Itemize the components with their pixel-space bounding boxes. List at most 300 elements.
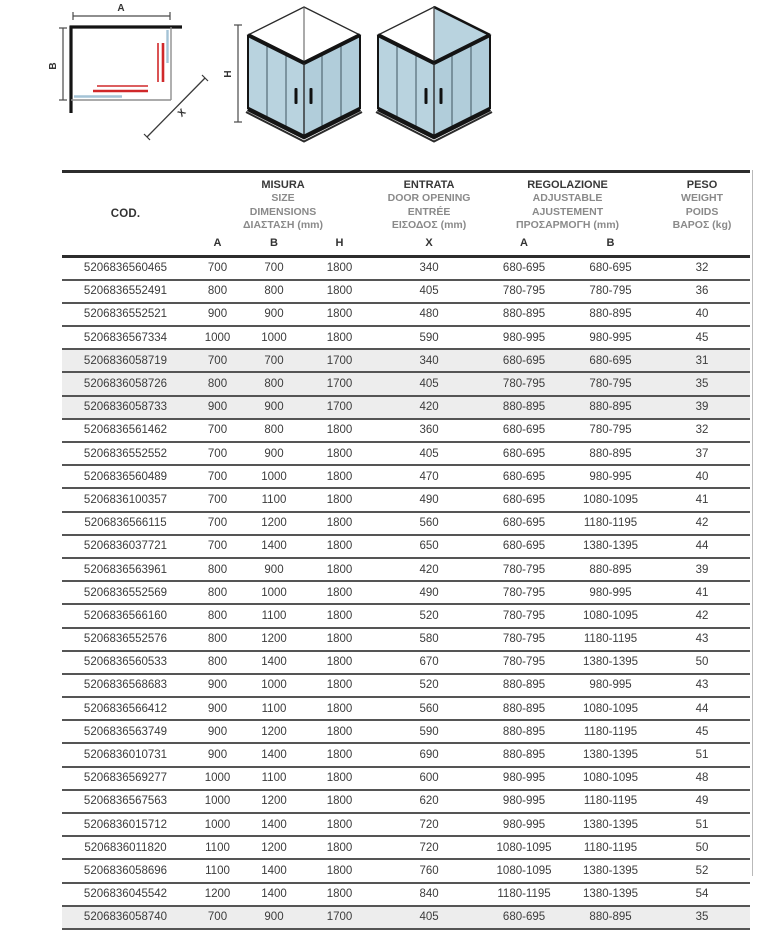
cell-entrata_x: 420 bbox=[419, 401, 439, 414]
table-row bbox=[62, 790, 750, 813]
cell-peso: 44 bbox=[695, 540, 709, 553]
cell-misura_a: 700 bbox=[207, 424, 228, 437]
cell-misura_a: 700 bbox=[207, 493, 228, 506]
cell-misura_a: 1000 bbox=[204, 818, 231, 831]
cell-misura_b: 1100 bbox=[261, 702, 287, 715]
group-subtitle: AJUSTEMENT bbox=[531, 205, 604, 218]
table-row bbox=[62, 349, 750, 372]
table-row bbox=[62, 859, 750, 882]
cell-entrata_x: 405 bbox=[419, 447, 439, 460]
subcolumn-misura-a: A bbox=[213, 236, 222, 249]
cell-entrata_x: 490 bbox=[419, 586, 439, 599]
cell-peso: 40 bbox=[695, 470, 709, 483]
cell-regolazione_a: 880-895 bbox=[502, 749, 546, 762]
table-row bbox=[62, 442, 750, 465]
table-row bbox=[62, 604, 750, 627]
cell-misura_h: 1800 bbox=[326, 447, 353, 460]
table-row bbox=[62, 419, 750, 442]
cell-peso: 51 bbox=[695, 818, 709, 831]
cell-misura_h: 1700 bbox=[326, 401, 353, 414]
table-row bbox=[62, 767, 750, 790]
cell-entrata_x: 360 bbox=[419, 424, 439, 437]
cell-cod: 5206836045542 bbox=[83, 888, 168, 901]
cell-misura_h: 1800 bbox=[326, 656, 353, 669]
cell-misura_b: 1400 bbox=[261, 864, 287, 877]
cell-regolazione_b: 1180-1195 bbox=[583, 517, 638, 530]
cell-regolazione_b: 880-895 bbox=[589, 308, 632, 321]
cell-cod: 5206836100357 bbox=[83, 493, 168, 506]
cell-cod: 5206836568683 bbox=[83, 679, 168, 692]
table-row bbox=[62, 396, 750, 419]
group-subtitle: WEIGHT bbox=[681, 192, 724, 204]
cell-misura_b: 1100 bbox=[261, 772, 287, 785]
cell-cod: 5206836552552 bbox=[83, 447, 168, 460]
cell-regolazione_a: 880-895 bbox=[502, 725, 546, 738]
group-subtitle: ΕΙΣΟΔΟΣ (mm) bbox=[391, 219, 467, 231]
cell-cod: 5206836563749 bbox=[83, 725, 168, 738]
cell-misura_h: 1800 bbox=[326, 308, 353, 321]
subcolumn-entrata-x: X bbox=[425, 236, 433, 249]
cell-misura_a: 900 bbox=[207, 725, 228, 738]
cell-misura_h: 1800 bbox=[326, 424, 353, 437]
cell-cod: 5206836011820 bbox=[84, 841, 167, 854]
cell-misura_b: 800 bbox=[264, 424, 284, 437]
cell-misura_h: 1800 bbox=[326, 864, 353, 877]
cell-regolazione_b: 880-895 bbox=[589, 563, 632, 576]
cell-cod: 5206836563961 bbox=[83, 563, 168, 576]
cell-regolazione_a: 680-695 bbox=[502, 911, 546, 924]
cell-peso: 50 bbox=[695, 841, 709, 854]
cell-misura_b: 1100 bbox=[261, 493, 287, 506]
table-row bbox=[62, 558, 750, 581]
cell-entrata_x: 520 bbox=[419, 609, 439, 622]
cell-cod: 5206836552521 bbox=[83, 308, 168, 321]
cell-cod: 5206836560465 bbox=[83, 262, 168, 275]
cell-entrata_x: 560 bbox=[419, 702, 439, 715]
iso-height-label: H bbox=[223, 70, 234, 78]
cell-misura_b: 900 bbox=[264, 563, 284, 576]
cell-misura_h: 1800 bbox=[326, 262, 353, 275]
group-subtitle: DOOR OPENING bbox=[387, 192, 471, 204]
cell-cod: 5206836552569 bbox=[83, 586, 168, 599]
group-title: REGOLAZIONE bbox=[527, 179, 608, 191]
cell-regolazione_a: 680-695 bbox=[502, 262, 546, 275]
cell-misura_b: 1200 bbox=[261, 795, 287, 808]
cell-misura_h: 1800 bbox=[326, 633, 353, 646]
cell-regolazione_b: 1380-1395 bbox=[583, 864, 639, 877]
column-group-entrata bbox=[377, 172, 481, 233]
cell-regolazione_b: 780-795 bbox=[589, 424, 632, 437]
cell-peso: 42 bbox=[695, 517, 709, 530]
cell-regolazione_b: 880-895 bbox=[589, 401, 632, 414]
cell-cod: 5206836567563 bbox=[83, 795, 168, 808]
cell-regolazione_a: 980-995 bbox=[502, 818, 546, 831]
cell-regolazione_b: 980-995 bbox=[589, 679, 632, 692]
cell-misura_a: 800 bbox=[207, 609, 228, 622]
cell-misura_b: 900 bbox=[264, 911, 284, 924]
cell-misura_h: 1800 bbox=[326, 586, 353, 599]
cell-regolazione_a: 980-995 bbox=[502, 331, 546, 344]
cell-misura_h: 1800 bbox=[326, 285, 353, 298]
cell-misura_h: 1800 bbox=[326, 679, 353, 692]
group-subtitle: ΠΡΟΣΑΡΜΟΓΗ (mm) bbox=[516, 219, 620, 231]
table-row bbox=[62, 581, 750, 604]
cell-cod: 5206836058733 bbox=[83, 401, 168, 414]
cell-entrata_x: 405 bbox=[419, 911, 439, 924]
cell-peso: 44 bbox=[695, 702, 709, 715]
table-row bbox=[62, 906, 750, 929]
cell-peso: 48 bbox=[695, 772, 709, 785]
table-body bbox=[62, 256, 750, 929]
cell-regolazione_b: 1380-1395 bbox=[583, 888, 639, 901]
group-title: ENTRATA bbox=[403, 179, 455, 191]
shower-enclosure-iso-1 bbox=[246, 7, 362, 142]
cell-misura_a: 700 bbox=[207, 354, 228, 367]
cell-misura_b: 1000 bbox=[261, 331, 287, 344]
cell-misura_b: 1400 bbox=[261, 888, 287, 901]
cell-regolazione_a: 1080-1095 bbox=[496, 841, 552, 854]
cell-cod: 5206836560533 bbox=[83, 656, 168, 669]
cell-regolazione_b: 680-695 bbox=[589, 262, 632, 275]
cell-misura_h: 1800 bbox=[326, 470, 353, 483]
cell-misura_a: 800 bbox=[207, 563, 228, 576]
cell-misura_b: 800 bbox=[264, 285, 284, 298]
cell-regolazione_a: 680-695 bbox=[502, 424, 546, 437]
door-handle-icon bbox=[295, 88, 298, 104]
cell-misura_b: 900 bbox=[264, 308, 284, 321]
group-subtitle: ΔΙΑΣΤΑΣΗ (mm) bbox=[242, 219, 324, 231]
cell-cod: 5206836566160 bbox=[83, 609, 168, 622]
cell-entrata_x: 520 bbox=[419, 679, 439, 692]
cell-misura_a: 1200 bbox=[204, 888, 231, 901]
cell-misura_a: 1100 bbox=[205, 864, 230, 877]
cell-misura_b: 1000 bbox=[261, 586, 287, 599]
cell-peso: 35 bbox=[695, 378, 709, 391]
door-handle-icon bbox=[310, 88, 313, 104]
cell-peso: 45 bbox=[695, 331, 709, 344]
cell-entrata_x: 560 bbox=[419, 517, 439, 530]
table-row bbox=[62, 372, 750, 395]
column-group-regolazione bbox=[481, 172, 654, 233]
cell-regolazione_b: 1180-1195 bbox=[583, 795, 638, 808]
cell-peso: 51 bbox=[695, 749, 709, 762]
cell-misura_a: 900 bbox=[207, 749, 228, 762]
cell-entrata_x: 620 bbox=[419, 795, 439, 808]
table-row bbox=[62, 280, 750, 303]
cell-regolazione_b: 1380-1395 bbox=[583, 818, 639, 831]
cell-misura_a: 800 bbox=[207, 656, 228, 669]
cell-misura_a: 700 bbox=[207, 540, 228, 553]
cell-regolazione_a: 780-795 bbox=[502, 586, 546, 599]
cell-peso: 36 bbox=[695, 285, 709, 298]
spec-table-header bbox=[62, 172, 750, 257]
drawings-svg bbox=[0, 0, 779, 168]
cell-misura_b: 1400 bbox=[261, 540, 287, 553]
door-handle-icon bbox=[440, 88, 443, 104]
cell-regolazione_b: 1080-1095 bbox=[583, 609, 639, 622]
cell-misura_b: 1400 bbox=[261, 656, 287, 669]
cell-misura_b: 900 bbox=[264, 447, 284, 460]
cell-regolazione_a: 780-795 bbox=[502, 656, 546, 669]
cell-entrata_x: 720 bbox=[419, 841, 439, 854]
cell-misura_b: 1400 bbox=[261, 749, 287, 762]
cell-misura_h: 1800 bbox=[326, 563, 353, 576]
cell-misura_b: 1200 bbox=[261, 633, 287, 646]
cell-cod: 5206836037721 bbox=[83, 540, 168, 553]
cell-misura_h: 1800 bbox=[326, 517, 353, 530]
cell-misura_h: 1800 bbox=[326, 702, 353, 715]
cell-regolazione_b: 680-695 bbox=[589, 354, 632, 367]
cell-misura_a: 800 bbox=[207, 285, 228, 298]
cell-misura_h: 1800 bbox=[326, 772, 353, 785]
cell-entrata_x: 600 bbox=[419, 772, 439, 785]
cell-misura_a: 1000 bbox=[204, 772, 231, 785]
cell-misura_b: 1400 bbox=[261, 818, 287, 831]
column-header-cod: COD. bbox=[110, 207, 141, 220]
cell-misura_a: 700 bbox=[207, 262, 228, 275]
cell-peso: 54 bbox=[695, 888, 709, 901]
cell-peso: 39 bbox=[695, 401, 709, 414]
cell-cod: 5206836560489 bbox=[83, 470, 168, 483]
cell-misura_a: 800 bbox=[207, 633, 228, 646]
cell-cod: 5206836058696 bbox=[83, 864, 168, 877]
cell-misura_a: 700 bbox=[207, 517, 228, 530]
cell-misura_h: 1800 bbox=[326, 540, 353, 553]
cell-misura_b: 900 bbox=[264, 401, 284, 414]
cell-entrata_x: 650 bbox=[419, 540, 439, 553]
group-title: PESO bbox=[686, 179, 718, 191]
cell-regolazione_b: 1080-1095 bbox=[583, 702, 639, 715]
subcolumn-regolazione-a: A bbox=[520, 236, 528, 249]
plan-entry-label: X bbox=[175, 106, 189, 120]
cell-misura_h: 1700 bbox=[326, 354, 353, 367]
plan-width-label: A bbox=[117, 3, 125, 14]
table-row bbox=[62, 512, 750, 535]
cell-regolazione_b: 1180-1195 bbox=[583, 633, 638, 646]
cell-regolazione_a: 980-995 bbox=[502, 795, 546, 808]
group-subtitle: POIDS bbox=[685, 205, 719, 218]
cell-cod: 5206836058726 bbox=[83, 378, 168, 391]
cell-regolazione_a: 680-695 bbox=[502, 447, 546, 460]
group-subtitle: ΒΑΡΟΣ (kg) bbox=[672, 219, 732, 231]
cell-cod: 5206836010731 bbox=[83, 749, 168, 762]
door-handle-icon bbox=[425, 88, 428, 104]
spec-table-container bbox=[62, 170, 750, 930]
cell-misura_a: 900 bbox=[207, 702, 228, 715]
cell-entrata_x: 420 bbox=[419, 563, 439, 576]
cell-regolazione_b: 1380-1395 bbox=[583, 749, 639, 762]
plan-view-diagram bbox=[48, 3, 208, 140]
cell-regolazione_a: 680-695 bbox=[502, 493, 546, 506]
cell-peso: 40 bbox=[695, 308, 709, 321]
cell-misura_b: 1200 bbox=[261, 841, 287, 854]
cell-regolazione_b: 980-995 bbox=[589, 331, 632, 344]
cell-regolazione_b: 880-895 bbox=[589, 911, 632, 924]
cell-peso: 50 bbox=[695, 656, 709, 669]
cell-regolazione_b: 1080-1095 bbox=[583, 772, 639, 785]
cell-misura_b: 1100 bbox=[261, 609, 287, 622]
cell-misura_a: 900 bbox=[207, 401, 228, 414]
page-edge-divider bbox=[752, 170, 753, 876]
cell-peso: 35 bbox=[695, 911, 709, 924]
cell-misura_a: 700 bbox=[207, 911, 228, 924]
table-row bbox=[62, 488, 750, 511]
table-row bbox=[62, 813, 750, 836]
cell-cod: 5206836561462 bbox=[83, 424, 168, 437]
cell-regolazione_a: 880-895 bbox=[502, 401, 546, 414]
cell-misura_b: 1000 bbox=[261, 679, 287, 692]
cell-regolazione_a: 1080-1095 bbox=[496, 864, 552, 877]
cell-misura_a: 700 bbox=[207, 447, 228, 460]
cell-regolazione_a: 980-995 bbox=[502, 772, 546, 785]
cell-regolazione_b: 1180-1195 bbox=[583, 841, 638, 854]
cell-entrata_x: 340 bbox=[419, 354, 439, 367]
cell-regolazione_a: 880-895 bbox=[502, 702, 546, 715]
cell-cod: 5206836552491 bbox=[83, 285, 168, 298]
cell-peso: 41 bbox=[695, 493, 709, 506]
cell-regolazione_b: 1380-1395 bbox=[583, 540, 639, 553]
cell-misura_a: 900 bbox=[207, 308, 228, 321]
cell-misura_h: 1800 bbox=[326, 331, 353, 344]
cell-entrata_x: 720 bbox=[419, 818, 439, 831]
cell-misura_h: 1800 bbox=[326, 795, 353, 808]
cell-regolazione_a: 680-695 bbox=[502, 540, 546, 553]
cell-regolazione_a: 780-795 bbox=[502, 633, 546, 646]
group-subtitle: SIZE bbox=[271, 192, 295, 204]
cell-peso: 52 bbox=[695, 864, 709, 877]
cell-misura_h: 1800 bbox=[326, 493, 353, 506]
cell-cod: 5206836058719 bbox=[83, 354, 168, 367]
cell-peso: 32 bbox=[695, 262, 709, 275]
cell-regolazione_a: 780-795 bbox=[502, 285, 546, 298]
table-row bbox=[62, 651, 750, 674]
cell-misura_b: 1200 bbox=[261, 725, 287, 738]
cell-peso: 31 bbox=[695, 354, 709, 367]
cell-cod: 5206836567334 bbox=[83, 331, 168, 344]
table-row bbox=[62, 743, 750, 766]
cell-regolazione_a: 1180-1195 bbox=[497, 888, 551, 901]
column-group-peso bbox=[654, 172, 750, 233]
cell-peso: 43 bbox=[695, 679, 709, 692]
cell-misura_a: 800 bbox=[207, 378, 228, 391]
cell-peso: 41 bbox=[695, 586, 709, 599]
cell-regolazione_b: 980-995 bbox=[589, 586, 632, 599]
table-row bbox=[62, 465, 750, 488]
table-row bbox=[62, 303, 750, 326]
cell-misura_h: 1800 bbox=[326, 725, 353, 738]
cell-peso: 49 bbox=[695, 795, 709, 808]
cell-misura_a: 900 bbox=[207, 679, 228, 692]
cell-entrata_x: 480 bbox=[419, 308, 439, 321]
height-dimension bbox=[223, 25, 242, 122]
table-row bbox=[62, 256, 750, 280]
cell-regolazione_a: 880-895 bbox=[502, 679, 546, 692]
cell-regolazione_a: 780-795 bbox=[502, 563, 546, 576]
table-row bbox=[62, 674, 750, 697]
cell-regolazione_a: 680-695 bbox=[502, 354, 546, 367]
cell-regolazione_a: 780-795 bbox=[502, 378, 546, 391]
cell-entrata_x: 580 bbox=[419, 633, 439, 646]
cell-cod: 5206836566412 bbox=[83, 702, 168, 715]
table-row bbox=[62, 836, 750, 859]
cell-regolazione_b: 1080-1095 bbox=[583, 493, 639, 506]
cell-entrata_x: 590 bbox=[419, 725, 439, 738]
subcolumn-peso-empty bbox=[654, 233, 750, 257]
cell-misura_a: 700 bbox=[207, 470, 228, 483]
technical-drawings bbox=[0, 0, 779, 168]
spec-table bbox=[62, 170, 750, 930]
cell-misura_b: 700 bbox=[264, 262, 284, 275]
cell-misura_a: 1100 bbox=[205, 841, 230, 854]
cell-regolazione_b: 780-795 bbox=[589, 378, 632, 391]
cell-misura_h: 1800 bbox=[326, 888, 353, 901]
cell-entrata_x: 405 bbox=[419, 285, 439, 298]
group-subtitle: ENTRÉE bbox=[407, 205, 451, 218]
cell-regolazione_a: 680-695 bbox=[502, 517, 546, 530]
cell-entrata_x: 840 bbox=[419, 888, 439, 901]
cell-misura_b: 1000 bbox=[261, 470, 287, 483]
plan-depth-label: B bbox=[48, 62, 59, 70]
cell-entrata_x: 490 bbox=[419, 493, 439, 506]
cell-peso: 45 bbox=[695, 725, 709, 738]
table-row bbox=[62, 326, 750, 349]
subcolumn-regolazione-b: B bbox=[606, 236, 615, 249]
cell-peso: 39 bbox=[695, 563, 709, 576]
cell-peso: 42 bbox=[695, 609, 709, 622]
group-subtitle: ADJUSTABLE bbox=[532, 192, 603, 204]
cell-cod: 5206836015712 bbox=[83, 818, 168, 831]
cell-regolazione_b: 1180-1195 bbox=[583, 725, 638, 738]
cell-regolazione_a: 680-695 bbox=[502, 470, 546, 483]
cell-regolazione_a: 780-795 bbox=[502, 609, 546, 622]
cell-misura_h: 1800 bbox=[326, 609, 353, 622]
shower-enclosure-iso-2 bbox=[376, 7, 492, 142]
table-row bbox=[62, 883, 750, 906]
cell-cod: 5206836566115 bbox=[84, 517, 167, 530]
cell-entrata_x: 670 bbox=[419, 656, 439, 669]
cell-peso: 37 bbox=[695, 447, 709, 460]
cell-regolazione_b: 980-995 bbox=[589, 470, 632, 483]
cell-regolazione_b: 1380-1395 bbox=[583, 656, 639, 669]
cell-entrata_x: 405 bbox=[419, 378, 439, 391]
subcolumn-misura-h: H bbox=[335, 236, 344, 249]
cell-misura_a: 1000 bbox=[204, 795, 231, 808]
cell-misura_h: 1700 bbox=[326, 911, 353, 924]
group-title: MISURA bbox=[261, 179, 305, 191]
cell-misura_b: 700 bbox=[264, 354, 284, 367]
table-row bbox=[62, 720, 750, 743]
cell-misura_h: 1700 bbox=[326, 378, 353, 391]
cell-cod: 5206836552576 bbox=[83, 633, 168, 646]
cell-misura_a: 800 bbox=[207, 586, 228, 599]
cell-entrata_x: 760 bbox=[419, 864, 439, 877]
table-row bbox=[62, 697, 750, 720]
cell-peso: 43 bbox=[695, 633, 709, 646]
cell-misura_h: 1800 bbox=[326, 749, 353, 762]
cell-misura_h: 1800 bbox=[326, 841, 353, 854]
cell-regolazione_b: 880-895 bbox=[589, 447, 632, 460]
cell-cod: 5206836058740 bbox=[83, 911, 168, 924]
cell-regolazione_b: 780-795 bbox=[589, 285, 632, 298]
column-group-misura bbox=[189, 172, 377, 233]
cell-regolazione_a: 880-895 bbox=[502, 308, 546, 321]
cell-misura_b: 800 bbox=[264, 378, 284, 391]
cell-entrata_x: 690 bbox=[419, 749, 439, 762]
cell-cod: 5206836569277 bbox=[83, 772, 168, 785]
cell-entrata_x: 340 bbox=[419, 262, 439, 275]
cell-misura_b: 1200 bbox=[261, 517, 287, 530]
group-subtitle: DIMENSIONS bbox=[249, 205, 317, 218]
